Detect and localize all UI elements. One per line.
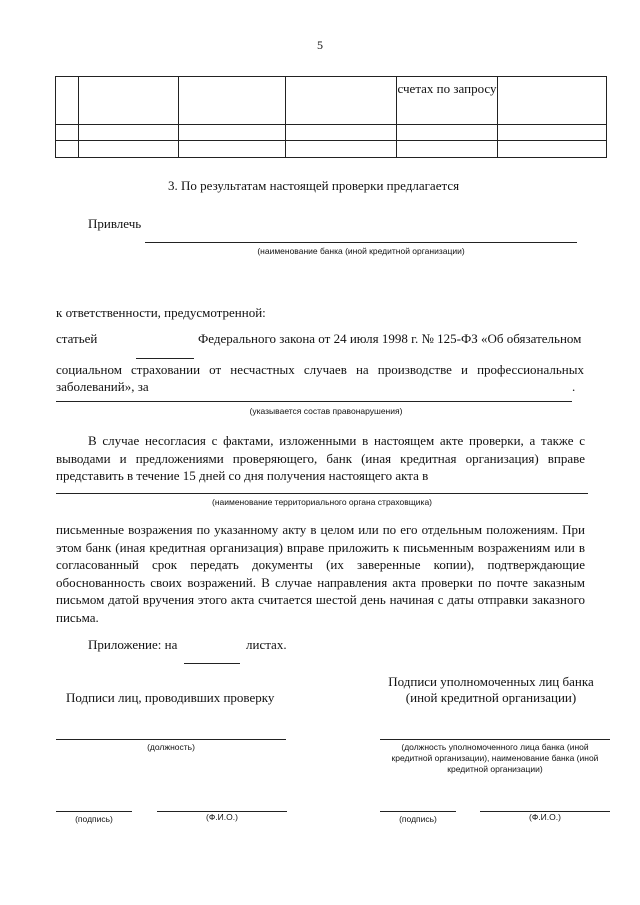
left-position-caption: (должность) xyxy=(147,742,195,752)
attachment-count-line xyxy=(184,663,240,664)
table-row xyxy=(56,77,607,125)
right-position-caption: (должность уполномоченного лица банка (иной кредитной организации), наименование банка (иной кредитной организации) xyxy=(391,742,599,774)
territorial-caption: (наименование территориального органа страховщика) xyxy=(211,497,433,507)
right-signature-caption: (подпись) xyxy=(399,814,437,824)
article-label: статьей xyxy=(56,331,98,346)
continuation-table xyxy=(55,76,607,158)
law-text-3-end: . xyxy=(572,379,576,394)
left-position-line xyxy=(56,739,286,740)
right-fio-caption: (Ф.И.О.) xyxy=(529,812,561,822)
signatures-right-title-1: Подписи уполномоченных лиц банка xyxy=(388,674,594,689)
signatures-right-title-2: (иной кредитной организации) xyxy=(405,690,577,705)
law-text-3: заболеваний», за xyxy=(56,379,149,394)
disagreement-paragraph: В случае несогласия с фактами, изложенными в настоящем акте проверки, а также с выводами и предложениями проверяющего, банк (иная кредитная организация) вправе представить в течение 15 дней со дня получения настоящего акта в xyxy=(56,433,585,483)
law-text-2: социальном страховании от несчастных случаев на производстве и профессиональных xyxy=(56,362,584,377)
page-number: 5 xyxy=(317,38,323,52)
bank-name-line xyxy=(145,242,577,243)
responsibility-line: к ответственности, предусмотренной: xyxy=(56,305,266,320)
article-number-line xyxy=(136,358,194,359)
table-cell-accounts: счетах по запросу xyxy=(397,77,498,125)
left-signature-line xyxy=(56,811,132,812)
signatures-left-title: Подписи лиц, проводивших проверку xyxy=(66,690,275,705)
attachment-sheets: листах. xyxy=(246,637,287,652)
objections-paragraph: письменные возражения по указанному акту в целом или по его отдельным положениям. При этом банк (иная кредитная организация) вправе приложить к письменным возражениям или в согласованный срок передать документы (их заверенные копии), подтверждающие обоснованность своих возражений. В случае направления акта проверки по почте заказным письмом датой вручения этого акта считается шестой день начиная с даты отправки заказного письма. xyxy=(56,522,585,625)
right-signature-line xyxy=(380,811,456,812)
section-heading: 3. По результатам настоящей проверки предлагается xyxy=(168,178,460,193)
bank-name-caption: (наименование банка (иной кредитной организации) xyxy=(257,246,465,256)
table-row xyxy=(56,125,607,141)
table-row xyxy=(56,141,607,158)
left-fio-caption: (Ф.И.О.) xyxy=(206,812,238,822)
territorial-line xyxy=(56,493,588,494)
violation-line xyxy=(56,401,572,402)
violation-caption: (указывается состав правонарушения) xyxy=(249,406,403,416)
right-position-line xyxy=(380,739,610,740)
left-signature-caption: (подпись) xyxy=(75,814,113,824)
attract-label: Привлечь xyxy=(88,216,142,231)
law-text-1: Федерального закона от 24 июля 1998 г. № 125-ФЗ «Об обязательном xyxy=(198,331,582,346)
attachment-label: Приложение: на xyxy=(88,637,178,652)
